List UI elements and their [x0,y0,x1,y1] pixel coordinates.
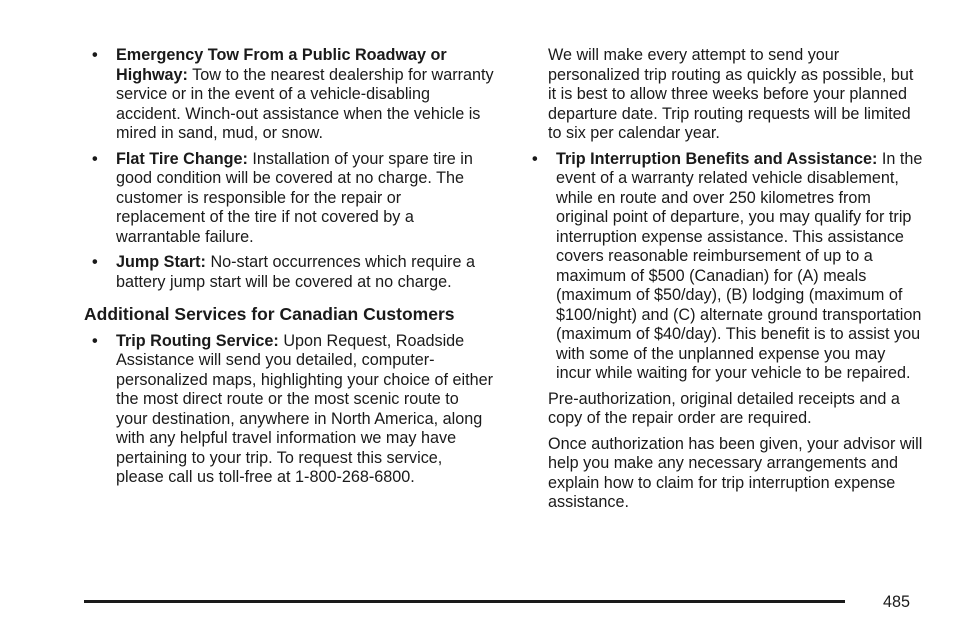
left-column [84,46,494,494]
item-term: Trip Interruption Benefits and Assistance: [556,149,878,168]
bullet-icon: • [92,253,98,271]
bullet-item-jump-start [84,253,494,292]
right-column [524,46,924,519]
item-term: Jump Start: [116,253,206,271]
item-text: In the event of a warranty related vehicle disablement, while en route and over 250 kilometres from original point of departure, you may qualify for trip interruption expense assistance. This assistance covers reasonable reimbursement of up to a maximum of $500 (Canadian) for (A) meals (maximum of $50/day), (B) lodging (maximum of $100/night) and (C) alternate ground transportation (maximum of $40/day). This benefit is to assist you with some of the unplanned expense you may incur while waiting for your vehicle to be repaired. [556,149,923,382]
bullet-icon: • [92,149,98,168]
bullet-icon: • [92,331,98,350]
paragraph-once-authorized: Once authorization has been given, your advisor will help you make any necessary arrangements and explain how to claim for trip interruption expense assistance. [548,434,923,511]
item-text: Tow to the nearest dealership for warranty service or in the event of a vehicle-disabling accident. Winch-out assistance when the vehicle is mired in sand, mud, or snow. [116,65,494,142]
bullet-item-trip-routing [84,332,494,488]
page-number: 485 [883,593,911,611]
item-text: Installation of your spare tire in good condition will be covered at no charge. The customer is responsible for the repair or replacement of the tire if not covered by a warrantable failure. [116,149,473,246]
item-term: Emergency Tow From a Public Roadway or Highway: [116,46,447,84]
section-heading: Additional Services for Canadian Customers [84,304,455,324]
item-term: Trip Routing Service: [116,331,279,350]
paragraph-trip-routing-note: We will make every attempt to send your personalized trip routing as quickly as possible, but it is best to allow three weeks before your planned departure date. Trip routing requests will be limited to six per calendar year. [548,46,914,142]
bullet-item-flat-tire [84,150,494,248]
bullet-icon: • [92,46,98,64]
paragraph-pre-authorization: Pre-authorization, original detailed receipts and a copy of the repair order are required. [548,389,900,427]
footer-rule [84,600,845,603]
item-text: Upon Request, Roadside Assistance will send you detailed, computer-personalized maps, highlighting your choice of either the most direct route or the most scenic route to your destination, anywhere in North America, along with any helpful travel information we may have pertaining to your trip. To request this service, please call us toll-free at 1-800-268-6800. [116,331,494,486]
item-term: Flat Tire Change: [116,149,248,168]
bullet-item-trip-interruption [524,150,924,384]
item-text: No-start occurrences which require a battery jump start will be covered at no charge. [116,253,475,291]
bullet-item-emergency-tow [84,46,494,144]
bullet-icon: • [532,149,538,168]
